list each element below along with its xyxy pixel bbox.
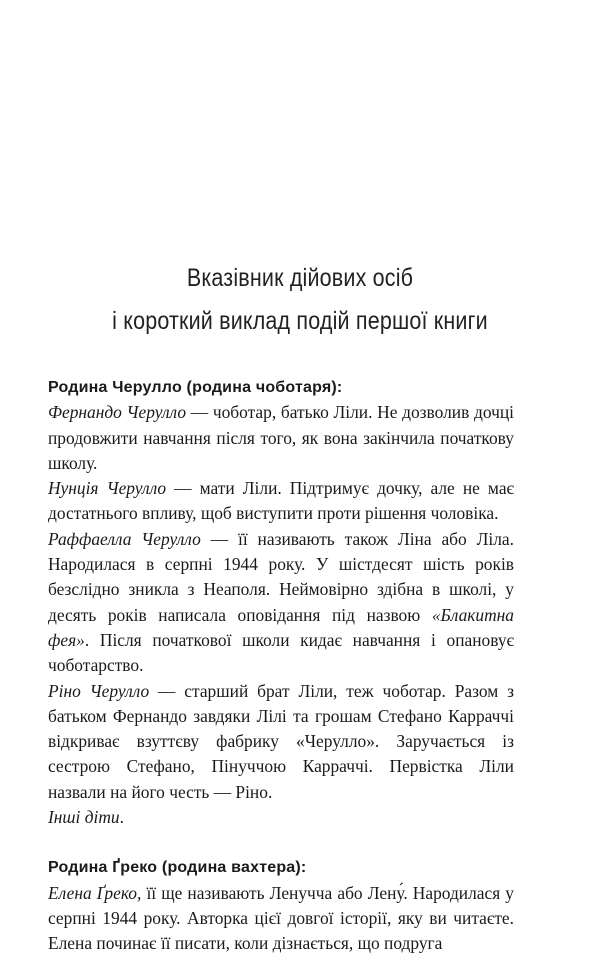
entry-text: — її називають також Ліна або Ліла. Народилася в серпні 1944 року. У шістдесят шість років безслідно зникла з Неаполя. Неймовірно здібна в школі, у десять років написала оповідання під назвою bbox=[48, 528, 514, 625]
entry-rino bbox=[48, 679, 514, 805]
body-text bbox=[48, 375, 514, 957]
entry-text: . Після початкової школи кидає навчання і опановує чоботарство. bbox=[48, 629, 514, 676]
entry-text: — чоботар, батько Ліли. Не дозволив дочці продовжити навчання після того, як вона закінчила початкову школу. bbox=[48, 402, 514, 473]
entry-raffaella bbox=[48, 527, 514, 679]
chapter-heading-line-2: і короткий виклад подій першої книги bbox=[112, 307, 488, 335]
entry-text: — мати Ліли. Підтримує дочку, але не має достатнього впливу, щоб виступити проти рішення чоловіка. bbox=[48, 478, 515, 524]
chapter-heading-line-1: Вказівник дійових осіб bbox=[186, 264, 414, 292]
section-gap bbox=[48, 830, 514, 855]
entry-nunzia bbox=[48, 476, 514, 527]
entry-name: Раффаелла Черулло bbox=[48, 528, 201, 549]
entry-other-children bbox=[48, 805, 514, 830]
entry-text: — старший брат Ліли, теж чоботар. Разом з батьком Фернандо завдяки Лілі та грошам Стефано Карраччі відкриває взуттєву фабрику «Черулло». Заручається із сестрою Стефано, Пінуччою Карраччі. Первістка Ліли назвали на його честь — Ріно. bbox=[48, 680, 514, 802]
chapter-heading bbox=[42, 257, 558, 343]
entry-name: Фернандо Черулло bbox=[48, 402, 187, 423]
entry-elena bbox=[48, 881, 514, 957]
entry-text: її ще називають Ленучча або Лену́. Народилася у серпні 1944 року. Авторка цієї довгої історії, яку ви читаєте. Елена починає її писати, коли дізнається, що подруга bbox=[48, 882, 515, 954]
entry-name: Інші діти bbox=[48, 807, 120, 828]
entry-text: . bbox=[119, 807, 124, 828]
section-title-cerullo: Родина Черулло (родина чоботаря): bbox=[48, 379, 343, 396]
entry-name: Елена Ґреко, bbox=[48, 882, 142, 903]
story-title: «Блакитна фея» bbox=[48, 604, 514, 650]
entry-fernando bbox=[48, 400, 514, 476]
section-title-greco: Родина Ґреко (родина вахтера): bbox=[48, 859, 307, 877]
entry-name: Ріно Черулло bbox=[48, 680, 150, 701]
entry-name: Нунція Черулло bbox=[48, 478, 167, 499]
